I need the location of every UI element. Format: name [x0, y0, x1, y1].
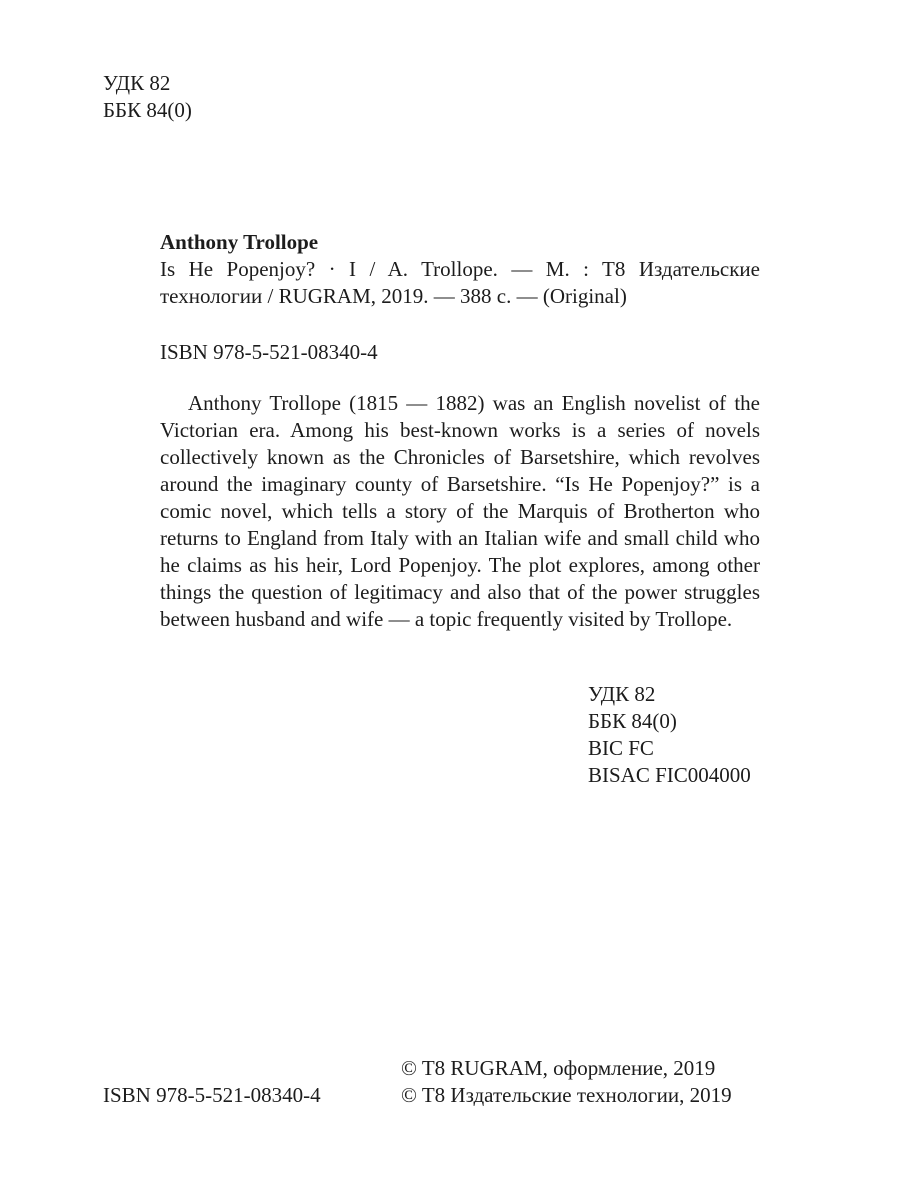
- citation-line-2: технологии / RUGRAM, 2019. — 388 с. — (Original): [160, 284, 627, 308]
- isbn-main: ISBN 978-5-521-08340-4: [160, 340, 378, 364]
- right-classification-codes: [588, 681, 751, 789]
- copyright-line-1: © T8 RUGRAM, оформление, 2019: [401, 1056, 716, 1080]
- top-classification-codes: [103, 70, 192, 124]
- bic-code: BIC FC: [588, 736, 654, 760]
- citation-line-1: Is He Popenjoy? · I / A. Trollope. — M. : T8 Издательские: [160, 257, 760, 281]
- bbk-code-right: ББК 84(0): [588, 709, 677, 733]
- copyright-notice: [401, 1055, 732, 1109]
- isbn-bottom: ISBN 978-5-521-08340-4: [103, 1083, 321, 1107]
- bisac-code: BISAC FIC004000: [588, 763, 751, 787]
- bbk-code: ББК 84(0): [103, 98, 192, 122]
- author-name: Anthony Trollope: [160, 230, 319, 254]
- bibliographic-citation: [160, 256, 760, 310]
- book-abstract: Anthony Trollope (1815 — 1882) was an English novelist of the Victorian era. Among his best-known works is a series of novels collectively known as the Chronicles of Barsetshire, which revolves around the imaginary county of Barsetshire. “Is He Popenjoy?” is a comic novel, which tells a story of the Marquis of Brotherton who returns to England from Italy with an Italian wife and small child who he claims as his heir, Lord Popenjoy. The plot explores, among other things the question of legitimacy and also that of the power struggles between husband and wife — a topic frequently visited by Trollope.: [160, 391, 760, 631]
- udc-code: УДК 82: [103, 71, 171, 95]
- udc-code-right: УДК 82: [588, 682, 656, 706]
- copyright-line-2: © T8 Издательские технологии, 2019: [401, 1083, 732, 1107]
